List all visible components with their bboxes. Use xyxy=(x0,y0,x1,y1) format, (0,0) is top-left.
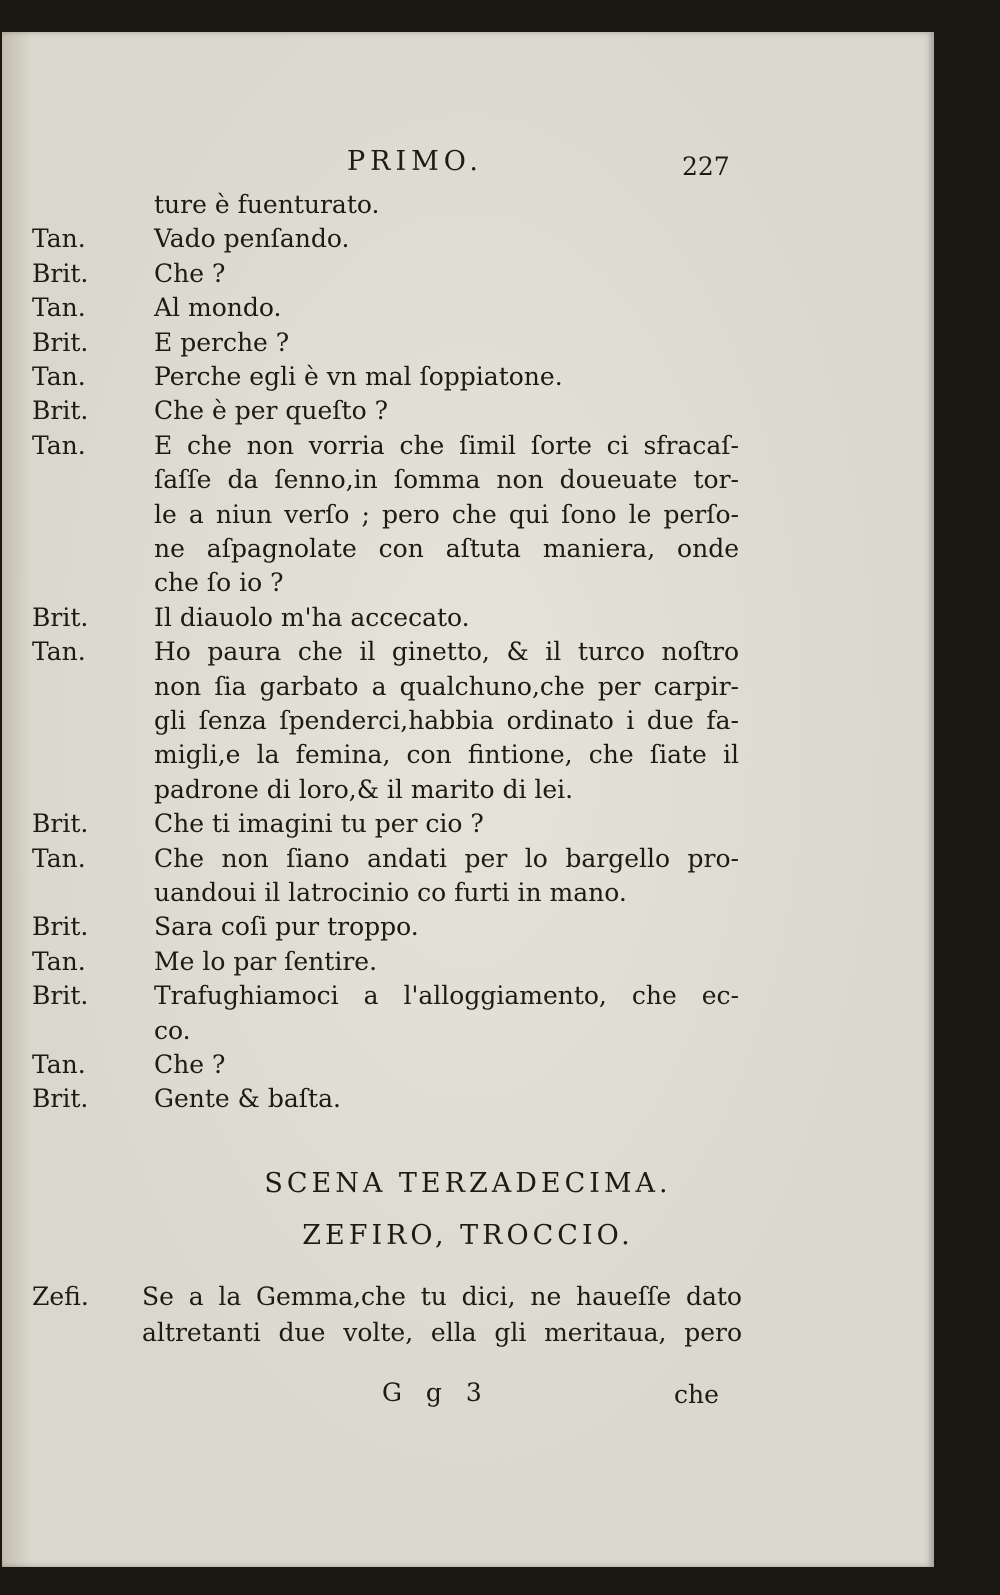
line-text: Che ? xyxy=(154,1050,226,1079)
dialogue-line xyxy=(2,293,934,329)
line-text: Sara coſi pur troppo. xyxy=(154,912,419,942)
dialogue-line xyxy=(2,500,934,536)
dialogue-line xyxy=(2,603,934,639)
line-text: che ſo io ? xyxy=(154,568,284,598)
line-text: Che non ſiano andati per lo bargello pro- xyxy=(154,843,739,873)
line-text: Che ? xyxy=(154,258,226,288)
line-text: ſaſſe da ſenno,in ſomma non doueuate tor- xyxy=(154,465,739,495)
line-text: Gente & baſta. xyxy=(154,1084,341,1114)
page-header xyxy=(2,142,934,182)
dialogue-line xyxy=(2,1016,934,1052)
running-head: PRIMO. xyxy=(347,146,483,177)
line-text: Che è per queſto ? xyxy=(154,396,389,426)
dialogue-line xyxy=(2,190,934,226)
line-text: E che non vorria che ſimil ſorte ci sfracaſ- xyxy=(154,430,739,460)
line-text: Al mondo. xyxy=(154,293,282,323)
dialogue-line xyxy=(2,981,934,1017)
dialogue-line xyxy=(2,328,934,364)
dialogue-line xyxy=(2,1050,934,1086)
speaker-label: Brit. xyxy=(32,396,89,426)
speaker-label: Tan. xyxy=(32,637,86,667)
speaker-label: Tan. xyxy=(32,430,86,460)
speaker-label: Brit. xyxy=(32,1084,89,1114)
line-text: Trafughiamoci a l'alloggiamento, che ec- xyxy=(154,981,739,1011)
line-text: non ſia garbato a qualchuno,che per carpir- xyxy=(154,671,739,701)
speaker-label: Brit. xyxy=(32,912,89,942)
speaker-label: Tan. xyxy=(32,362,86,391)
speaker-label: Brit. xyxy=(32,981,89,1011)
speaker-label: Brit. xyxy=(32,809,89,839)
speaker-label: Tan. xyxy=(32,224,86,254)
dialogue-line xyxy=(2,396,934,432)
line-text: altretanti due volte, ella gli meritaua, pero xyxy=(142,1318,742,1347)
speaker-label: Brit. xyxy=(32,327,89,357)
dialogue-line xyxy=(2,947,934,983)
page-number: 227 xyxy=(682,152,730,181)
catchword: che xyxy=(674,1380,719,1409)
dialogue-line xyxy=(2,637,934,673)
scene-title: SCENA TERZADECIMA. xyxy=(264,1168,672,1199)
dialogue-line xyxy=(2,1318,934,1354)
line-text: ne aſpagnolate con aſtuta maniera, onde xyxy=(154,534,739,563)
line-text: migli,e la femina, con fintione, che ſiate il xyxy=(154,740,739,770)
dialogue-line xyxy=(2,1084,934,1120)
line-text: Il diauolo m'ha accecato. xyxy=(154,602,470,632)
dialogue-line xyxy=(2,775,934,811)
dialogue-line xyxy=(2,912,934,948)
line-text: padrone di loro,& il marito di lei. xyxy=(154,774,574,804)
speaker-label: Tan. xyxy=(32,946,86,976)
line-text: gli ſenza ſpenderci,habbia ordinato i due fa- xyxy=(154,706,739,735)
dialogue-line xyxy=(2,534,934,570)
dialogue-line xyxy=(2,809,934,845)
scene-characters: ZEFIRO, TROCCIO. xyxy=(302,1220,634,1251)
line-text: le a niun verſo ; pero che qui ſono le perſo- xyxy=(154,499,739,529)
speaker-label: Tan. xyxy=(32,1050,86,1079)
dialogue-line xyxy=(2,259,934,295)
speaker-label: Tan. xyxy=(32,293,86,323)
line-text: ture è fuenturato. xyxy=(154,190,380,219)
line-text: Che ti imagini tu per cio ? xyxy=(154,809,484,839)
dialogue-line xyxy=(2,465,934,501)
line-text: co. xyxy=(154,1015,191,1045)
dialogue-line xyxy=(2,431,934,467)
signature-mark: G g 3 xyxy=(382,1378,490,1407)
book-page xyxy=(2,32,934,1567)
line-text: uandoui il latrocinio co furti in mano. xyxy=(154,878,627,907)
line-text: Perche egli è vn mal ſoppiatone. xyxy=(154,362,563,391)
line-text: Se a la Gemma,che tu dici, ne haueſſe dato xyxy=(142,1282,742,1311)
dialogue-line xyxy=(2,1282,934,1318)
line-text: Ho paura che il ginetto, & il turco noſtro xyxy=(154,637,739,667)
dialogue-line xyxy=(2,362,934,398)
dialogue-line xyxy=(2,740,934,776)
dialogue-line xyxy=(2,672,934,708)
speaker-label: Tan. xyxy=(32,843,86,873)
speaker-label: Brit. xyxy=(32,602,89,632)
speaker-label: Zefi. xyxy=(32,1282,89,1311)
dialogue-line xyxy=(2,568,934,604)
line-text: E perche ? xyxy=(154,327,290,357)
line-text: Me lo par ſentire. xyxy=(154,946,378,976)
dialogue-line xyxy=(2,844,934,880)
speaker-label: Brit. xyxy=(32,258,89,288)
line-text: Vado penſando. xyxy=(154,224,350,254)
dialogue-line xyxy=(2,224,934,260)
dialogue-line xyxy=(2,878,934,914)
dialogue-line xyxy=(2,706,934,742)
